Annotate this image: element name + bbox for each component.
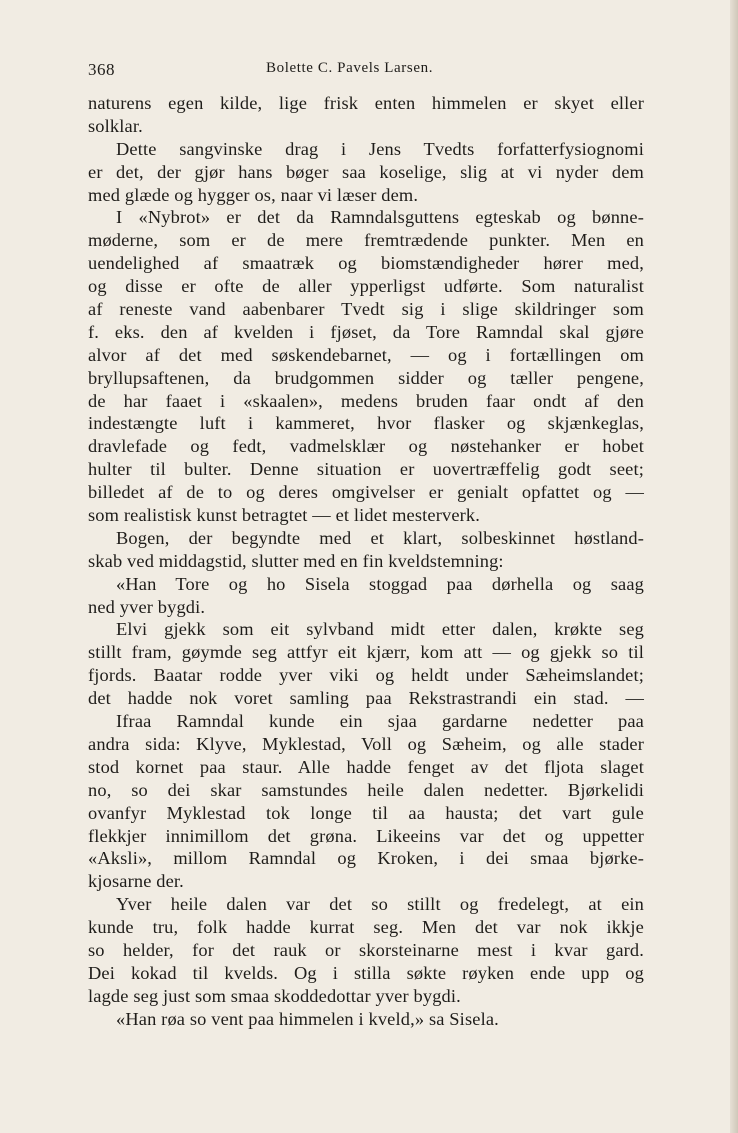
text-line: med glæde og hygger os, naar vi læser dem.: [88, 184, 419, 205]
text-line: stillt fram, gøymde seg attfyr eit kjærr, kom att — og gjekk so til: [88, 642, 644, 663]
text-line: hulter til bulter. Denne situation er uovertræffelig godt seet;: [88, 459, 644, 480]
text-line: dravlefade og fedt, vadmelsklær og nøstehanker er hobet: [88, 436, 644, 457]
text-line: Ifraa Ramndal kunde ein sjaa gardarne nedetter paa: [116, 711, 644, 732]
text-line: fjords. Baatar rodde yver viki og heldt under Sæheimslandet;: [88, 665, 644, 686]
text-line: kjosarne der.: [88, 871, 184, 892]
text-line: no, so dei skar samstundes heile dalen nedetter. Bjørkelidi: [88, 779, 644, 800]
text-line: naturens egen kilde, lige frisk enten himmelen er skyet eller: [88, 93, 644, 113]
text-line: det hadde nok voret samling paa Rekstrastrandi ein stad. —: [88, 688, 644, 709]
text-line: flekkjer innimillom det grøna. Likeeins var det og uppetter: [88, 825, 644, 846]
text-line: stod kornet paa staur. Alle hadde fenget av det fljota slaget: [88, 756, 644, 777]
text-line: solklar.: [88, 115, 143, 136]
text-line: «Han røa so vent paa himmelen i kveld,» sa Sisela.: [116, 1008, 499, 1029]
text-line: og disse er ofte de aller ypperligst udførte. Som naturalist: [88, 276, 644, 297]
text-line: Dei kokad til kvelds. Og i stilla søkte røyken ende upp og: [88, 962, 644, 983]
text-line: kunde tru, folk hadde kurrat seg. Men det var nok ikkje: [88, 917, 644, 938]
running-head: [88, 60, 648, 84]
text-line: skab ved middagstid, slutter med en fin kveldstemning:: [88, 550, 504, 571]
text-line: møderne, som er de mere fremtrædende punkter. Men en: [88, 230, 644, 251]
text-line: af reneste vand aabenbarer Tvedt sig i slige skildringer som: [88, 299, 644, 320]
text-line: som realistisk kunst betragtet — et lidet mesterverk.: [88, 505, 481, 526]
text-line: bryllupsaftenen, da brudgommen sidder og tæller pengene,: [88, 367, 644, 388]
text-line: «Aksli», millom Ramndal og Kroken, i dei smaa bjørke-: [88, 848, 644, 869]
running-title: Bolette C. Pavels Larsen.: [266, 60, 434, 76]
text-line: Elvi gjekk som eit sylvband midt etter dalen, krøkte seg: [116, 619, 644, 640]
text-line: lagde seg just som smaa skoddedottar yver bygdi.: [88, 985, 461, 1006]
text-line: Yver heile dalen var det so stillt og fredelegt, at ein: [116, 894, 644, 915]
text-line: I «Nybrot» er det da Ramndalsguttens egteskab og bønne-: [116, 207, 644, 228]
text-line: so helder, for det rauk or skorsteinarne mest i kvar gard.: [88, 939, 644, 960]
text-line: alvor af det med søskendebarnet, — og i fortællingen om: [88, 344, 644, 365]
page-edge: [730, 0, 738, 1133]
text-line: andra sida: Klyve, Myklestad, Voll og Sæheim, og alle stader: [88, 733, 644, 754]
text-line: uendelighed af smaatræk og biomstændigheder hører med,: [88, 253, 644, 274]
page-number: 368: [88, 60, 115, 79]
text-line: billedet af de to og deres omgivelser er genialt opfattet og —: [88, 482, 644, 503]
text-line: «Han Tore og ho Sisela stoggad paa dørhella og saag: [116, 573, 644, 594]
text-line: de har faaet i «skaalen», medens bruden faar ondt af den: [88, 390, 644, 411]
text-line: ovanfyr Myklestad tok longe til aa hausta; det vart gule: [88, 802, 644, 823]
text-line: ned yver bygdi.: [88, 596, 206, 617]
text-line: indestængte luft i kammeret, hvor flasker og skjænkeglas,: [88, 413, 644, 434]
text-line: Bogen, der begyndte med et klart, solbeskinnet høstland-: [116, 527, 644, 548]
text-line: Dette sangvinske drag i Jens Tvedts forfatterfysiognomi: [116, 138, 644, 159]
text-line: f. eks. den af kvelden i fjøset, da Tore Ramndal skal gjøre: [88, 321, 644, 342]
body-text: [88, 92, 644, 1031]
text-line: er det, der gjør hans bøger saa koselige, slig at vi nyder dem: [88, 161, 644, 182]
